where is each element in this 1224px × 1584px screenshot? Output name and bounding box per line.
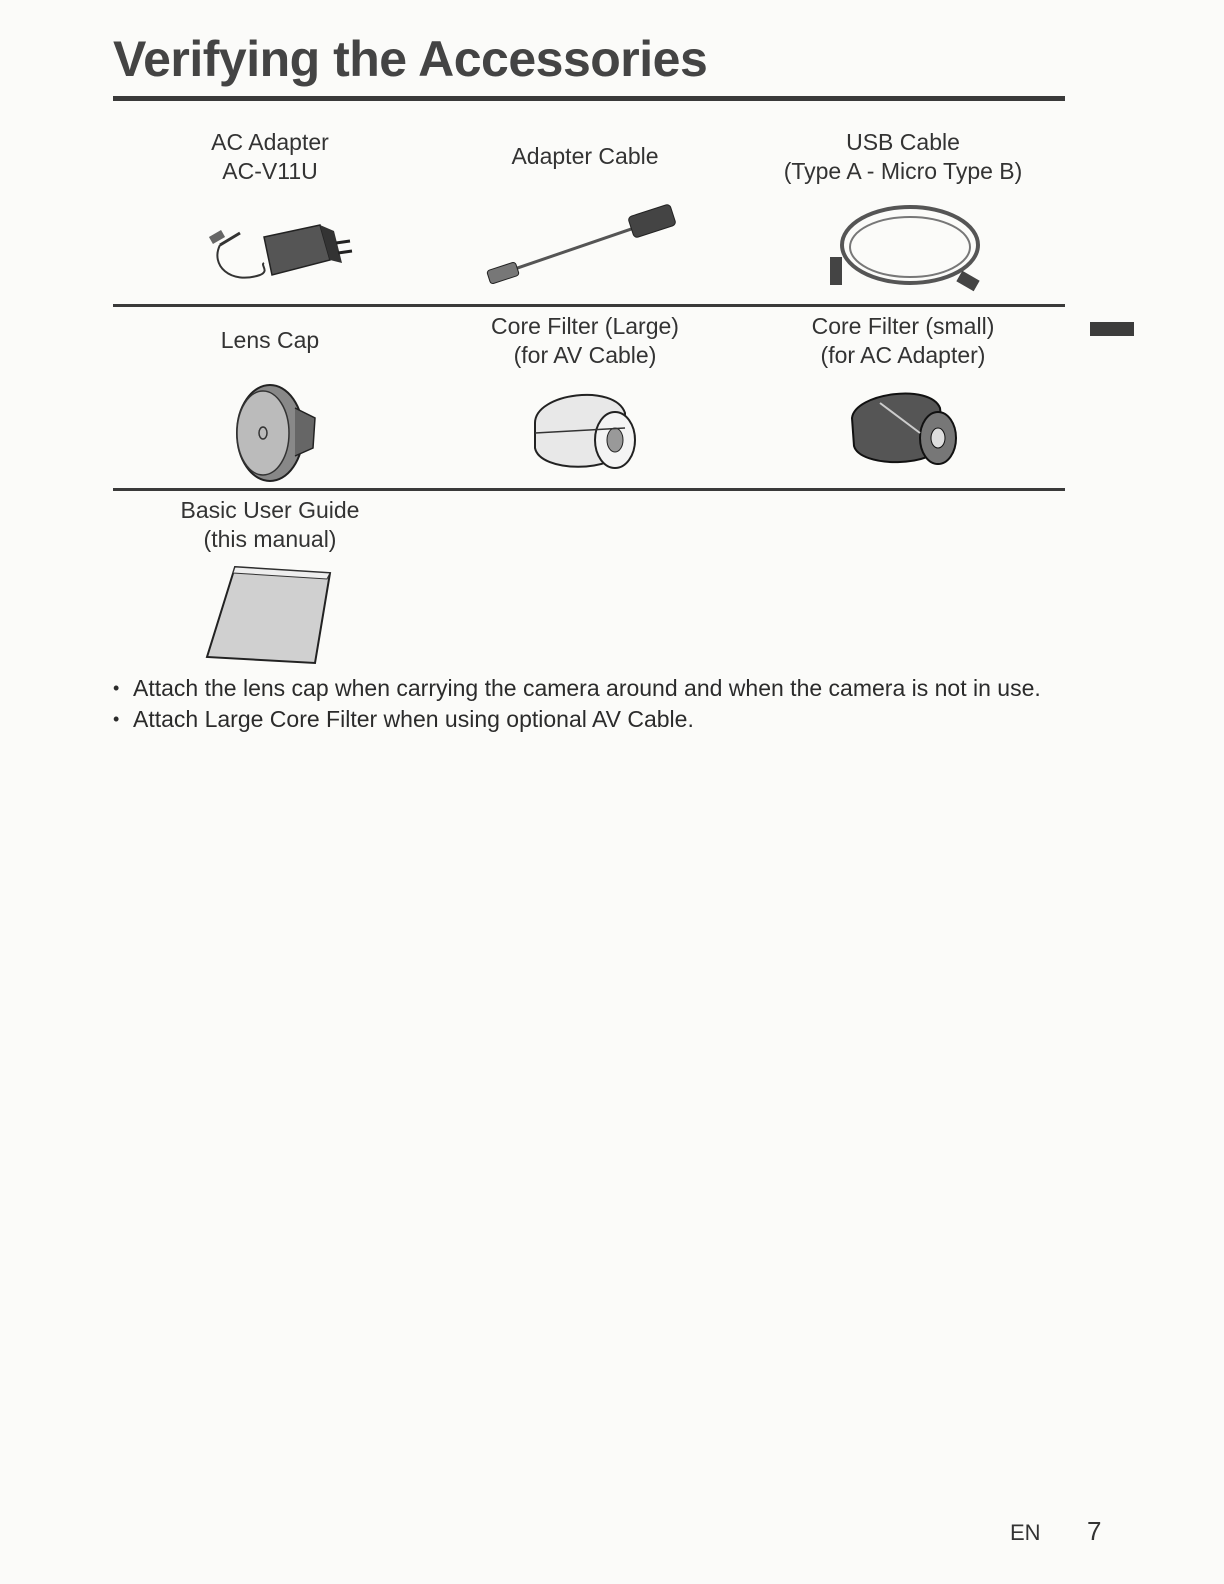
- section-tab-marker: [1090, 322, 1134, 336]
- usb-cable-type: (Type A - Micro Type B): [783, 158, 1023, 184]
- row-divider-1: [113, 304, 1065, 307]
- ac-adapter-model: AC-V11U: [222, 158, 318, 184]
- accessory-basic-user-guide: [110, 496, 430, 554]
- accessory-lens-cap: [110, 326, 430, 355]
- usage-note: • Attach Large Core Filter when using optional AV Cable.: [113, 705, 1073, 733]
- page-number: 7: [1087, 1516, 1102, 1546]
- core-filter-large-use: (for AV Cable): [513, 342, 657, 368]
- accessory-ac-adapter: [110, 128, 430, 186]
- ac-adapter-icon: [200, 205, 360, 295]
- adapter-cable-label: Adapter Cable: [511, 143, 659, 169]
- usb-cable-icon: [820, 195, 990, 295]
- core-filter-large-label: Core Filter (Large): [491, 313, 679, 339]
- title-divider: [113, 96, 1065, 101]
- core-filter-small-label: Core Filter (small): [811, 313, 995, 339]
- core-filter-large-icon: [520, 378, 650, 483]
- usage-notes-list: [113, 674, 1073, 736]
- user-guide-booklet-icon: [205, 565, 335, 665]
- usb-cable-label: USB Cable: [846, 129, 960, 155]
- lens-cap-label: Lens Cap: [220, 327, 320, 353]
- usage-note: • Attach the lens cap when carrying the camera around and when the camera is not in use.: [113, 674, 1073, 702]
- accessory-adapter-cable: [425, 142, 745, 171]
- adapter-cable-icon: [480, 200, 690, 290]
- accessory-usb-cable: [743, 128, 1063, 186]
- lens-cap-icon: [225, 378, 335, 488]
- basic-user-guide-note: (this manual): [203, 526, 337, 552]
- row-divider-2: [113, 488, 1065, 491]
- accessory-core-filter-large: [425, 312, 745, 370]
- core-filter-small-icon: [840, 378, 970, 478]
- language-label: EN: [1010, 1520, 1041, 1545]
- accessory-core-filter-small: [743, 312, 1063, 370]
- basic-user-guide-label: Basic User Guide: [180, 497, 360, 523]
- core-filter-small-use: (for AC Adapter): [820, 342, 986, 368]
- ac-adapter-label: AC Adapter: [211, 129, 329, 155]
- page-title: Verifying the Accessories: [113, 31, 708, 87]
